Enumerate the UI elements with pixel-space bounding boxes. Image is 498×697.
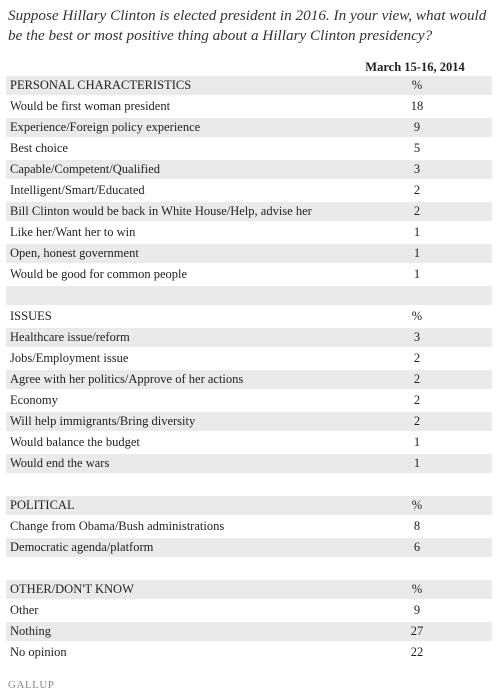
row-label: Would be good for common people	[6, 264, 342, 285]
row-value: 5	[342, 138, 492, 159]
spacer-cell	[342, 285, 492, 306]
row-label: Intelligent/Smart/Educated	[6, 180, 342, 201]
spacer-cell	[6, 474, 342, 495]
row-value: 2	[342, 390, 492, 411]
section-unit: %	[342, 495, 492, 516]
survey-question-title: Suppose Hillary Clinton is elected president in 2016. In your view, what would be the best or most positive thing about a Hillary Clinton presidency?	[8, 7, 487, 44]
gallup-logo: GALLUP	[8, 679, 55, 691]
table-row	[6, 201, 492, 222]
section-heading-row	[6, 76, 492, 96]
table-row	[6, 159, 492, 180]
table-row	[6, 432, 492, 453]
row-label: Other	[6, 600, 342, 621]
table-row	[6, 621, 492, 642]
table-row	[6, 642, 492, 663]
spacer-cell	[342, 474, 492, 495]
table-row	[6, 453, 492, 474]
table-row	[6, 264, 492, 285]
date-column-header: March 15-16, 2014	[365, 60, 465, 74]
section-heading-row	[6, 495, 492, 516]
table-row	[6, 117, 492, 138]
table-row	[6, 348, 492, 369]
row-value: 1	[342, 453, 492, 474]
row-label: Would balance the budget	[6, 432, 342, 453]
survey-results-body	[6, 76, 492, 663]
spacer-cell	[342, 558, 492, 579]
section-heading: PERSONAL CHARACTERISTICS	[6, 76, 342, 96]
row-value: 2	[342, 201, 492, 222]
row-value: 1	[342, 432, 492, 453]
table-row	[6, 516, 492, 537]
row-value: 3	[342, 327, 492, 348]
section-unit: %	[342, 306, 492, 327]
row-label: Jobs/Employment issue	[6, 348, 342, 369]
section-heading: POLITICAL	[6, 495, 342, 516]
table-row	[6, 180, 492, 201]
row-label: Would end the wars	[6, 453, 342, 474]
row-value: 9	[342, 600, 492, 621]
row-label: Democratic agenda/platform	[6, 537, 342, 558]
row-label: Bill Clinton would be back in White House/Help, advise her	[6, 201, 342, 222]
row-label: Best choice	[6, 138, 342, 159]
table-row	[6, 390, 492, 411]
row-label: Would be first woman president	[6, 96, 342, 117]
row-value: 8	[342, 516, 492, 537]
section-unit: %	[342, 76, 492, 96]
table-row	[6, 138, 492, 159]
section-heading-row	[6, 306, 492, 327]
row-value: 9	[342, 117, 492, 138]
row-label: Open, honest government	[6, 243, 342, 264]
row-label: Like her/Want her to win	[6, 222, 342, 243]
section-unit: %	[342, 579, 492, 600]
row-value: 1	[342, 264, 492, 285]
table-row	[6, 327, 492, 348]
row-label: Healthcare issue/reform	[6, 327, 342, 348]
table-row	[6, 411, 492, 432]
row-value: 2	[342, 348, 492, 369]
row-label: Capable/Competent/Qualified	[6, 159, 342, 180]
row-value: 2	[342, 369, 492, 390]
row-label: Change from Obama/Bush administrations	[6, 516, 342, 537]
table-row	[6, 222, 492, 243]
row-value: 1	[342, 222, 492, 243]
table-row	[6, 537, 492, 558]
row-value: 27	[342, 621, 492, 642]
row-value: 18	[342, 96, 492, 117]
row-value: 1	[342, 243, 492, 264]
table-row	[6, 243, 492, 264]
spacer-row	[6, 285, 492, 306]
row-label: No opinion	[6, 642, 342, 663]
spacer-row	[6, 558, 492, 579]
spacer-cell	[6, 285, 342, 306]
row-label: Experience/Foreign policy experience	[6, 117, 342, 138]
row-label: Will help immigrants/Bring diversity	[6, 411, 342, 432]
row-value: 6	[342, 537, 492, 558]
row-value: 22	[342, 642, 492, 663]
table-row	[6, 369, 492, 390]
row-label: Nothing	[6, 621, 342, 642]
table-row	[6, 600, 492, 621]
table-row	[6, 96, 492, 117]
row-label: Economy	[6, 390, 342, 411]
row-value: 3	[342, 159, 492, 180]
row-value: 2	[342, 411, 492, 432]
section-heading: ISSUES	[6, 306, 342, 327]
section-heading: OTHER/DON'T KNOW	[6, 579, 342, 600]
survey-results-table	[6, 76, 492, 664]
row-label: Agree with her politics/Approve of her actions	[6, 369, 342, 390]
row-value: 2	[342, 180, 492, 201]
spacer-cell	[6, 558, 342, 579]
spacer-row	[6, 474, 492, 495]
section-heading-row	[6, 579, 492, 600]
